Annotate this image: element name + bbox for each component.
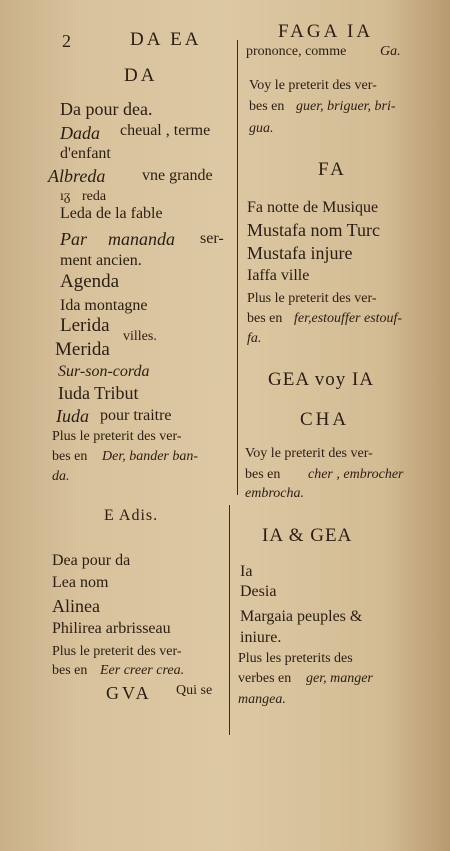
entry-note-term: Eer creer crea.	[100, 663, 185, 678]
entry-term: Dada	[60, 123, 100, 143]
entry-term: mananda	[108, 229, 175, 249]
entry-line: Lea nom	[52, 574, 109, 591]
entry-gloss: ser-	[200, 230, 224, 247]
entry-term: Iuda	[56, 406, 89, 426]
entry-note-term: cher , embrocher	[308, 467, 404, 482]
entry-note-term: mangea.	[238, 692, 286, 707]
entry-line: ment ancien.	[60, 252, 142, 269]
entry-line: Fa notte de Musique	[247, 199, 379, 216]
entry-line: Alinea	[52, 596, 100, 616]
running-head-right: FAGA IA	[278, 21, 374, 42]
entry-gloss: cheual , terme	[120, 122, 211, 139]
catchword-heading: GVA	[106, 683, 152, 703]
entry-line: Lerida	[60, 315, 110, 336]
entry-gloss: pour traitre	[100, 407, 172, 424]
entry-note: bes en	[245, 467, 281, 482]
catchword: Qui se	[176, 683, 213, 698]
entry-term: Albreda	[48, 166, 106, 186]
entry-line: d'enfant	[60, 145, 111, 162]
section-heading-fa: FA	[318, 159, 347, 180]
page-number: 2	[62, 31, 71, 51]
entry-gloss: villes.	[123, 329, 157, 344]
entry-line: Iaffa ville	[247, 267, 310, 284]
entry-note-term: Der, bander ban-	[102, 449, 199, 464]
entry-line: Leda de la fable	[60, 205, 163, 222]
entry-note: Voy le preterit des ver-	[249, 78, 377, 93]
entry-fragment: reda	[82, 189, 107, 204]
entry-line: Iuda Tribut	[58, 383, 139, 403]
entry-line: Margaia peuples &	[240, 608, 363, 625]
entry-note: Plus le preterit des ver-	[52, 644, 182, 659]
entry-note-term: fa.	[247, 331, 262, 346]
entry-line: Merida	[55, 339, 110, 360]
column-rule-upper	[237, 40, 238, 495]
entry-note-term: fer,estouffer estouf-	[294, 311, 403, 326]
entry-line: Dea pour da	[52, 552, 131, 569]
entry-term: Sur-son-corda	[58, 363, 150, 380]
entry-line: Desia	[240, 583, 277, 600]
entry-note-term: guer, briguer, bri-	[296, 99, 396, 114]
entry-gloss: vne grande	[142, 167, 213, 184]
section-heading-ea: E Adis.	[104, 507, 159, 524]
entry-line: iniure.	[240, 629, 282, 646]
entry-note-term: ger, manger	[306, 671, 373, 686]
entry-note: bes en	[247, 311, 283, 326]
column-rule-lower	[229, 505, 230, 735]
entry-note-term: gua.	[249, 121, 274, 136]
entry-note: bes en	[52, 663, 88, 678]
entry-line: Mustafa injure	[247, 243, 353, 263]
entry-note: Plus le preterit des ver-	[247, 291, 377, 306]
running-head-left: DA EA	[130, 29, 202, 50]
section-heading-cha: CHA	[300, 409, 350, 430]
section-heading-ia-gea: IA & GEA	[262, 525, 353, 546]
entry-note: verbes en	[238, 671, 292, 686]
entry-note-term: Ga.	[380, 44, 401, 59]
entry-note: prononce, comme	[246, 44, 347, 59]
section-heading-gea: GEA voy IA	[268, 369, 375, 390]
entry-line: Ida montagne	[60, 297, 148, 314]
entry-line: Philirea arbrisseau	[52, 620, 171, 637]
entry-line: Agenda	[60, 271, 120, 292]
entry-fragment: ıᵹ	[60, 189, 71, 204]
entry-note-term: embrocha.	[245, 486, 304, 501]
entry-note: bes en	[52, 449, 88, 464]
entry-line: Da pour dea.	[60, 99, 153, 119]
entry-term: Par	[60, 229, 87, 249]
entry-note: Plus le preterit des ver-	[52, 429, 182, 444]
entry-note: Plus les preterits des	[238, 651, 353, 666]
entry-line: Ia	[240, 563, 253, 580]
entry-note: bes en	[249, 99, 285, 114]
entry-line: Mustafa nom Turc	[247, 220, 381, 240]
entry-note: Voy le preterit des ver-	[245, 446, 373, 461]
section-heading-da: DA	[124, 65, 158, 86]
entry-note-term: da.	[52, 469, 70, 484]
